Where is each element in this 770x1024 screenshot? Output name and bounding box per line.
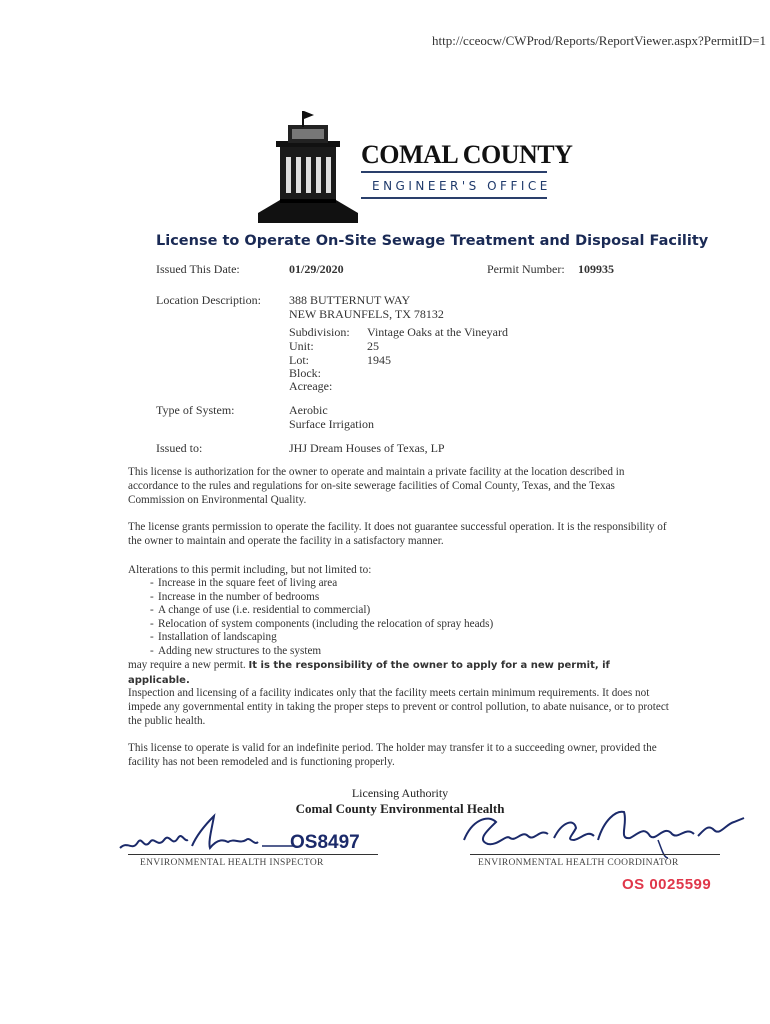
permit-number-label: Permit Number: — [487, 262, 565, 276]
unit-label: Unit: — [289, 339, 314, 353]
list-item: - Increase in the number of bedrooms — [128, 591, 673, 605]
lot: 1945 — [367, 353, 391, 367]
paragraph-inspection: Inspection and licensing of a facility indicates only that the facility meets certain minimum requirements. It does not impede any governmental entity in taking the proper steps to prevent or control pollution, to abate nuisance, or to protect the public health. — [128, 687, 669, 727]
subdivision: Vintage Oaks at the Vineyard — [367, 325, 508, 339]
subdivision-label: Subdivision: — [289, 325, 350, 339]
paragraph-permission: The license grants permission to operate the facility. It does not guarantee successful operation. It is the responsibility of the owner to maintain and operate the facility in a satisfactory manner. — [128, 521, 667, 547]
address-line2: NEW BRAUNFELS, TX 78132 — [289, 307, 444, 321]
inspector-signature — [118, 812, 298, 858]
owner-responsibility: It is the responsibility of the owner to apply for a new permit, if applicable. — [128, 660, 610, 686]
licensing-authority: Licensing Authority — [351, 786, 449, 800]
system-disposal: Surface Irrigation — [289, 417, 374, 431]
alterations-close — [128, 658, 673, 688]
list-item: - A change of use (i.e. residential to commercial) — [128, 604, 673, 618]
document-stamp: OS 0025599 — [622, 876, 712, 893]
coordinator-title: ENVIRONMENTAL HEALTH COORDINATOR — [478, 858, 679, 868]
address-line1: 388 BUTTERNUT WAY — [289, 293, 411, 307]
system-label: Type of System: — [156, 403, 235, 417]
issued-to-label: Issued to: — [156, 441, 203, 455]
paragraph-authorization: This license is authorization for the owner to operate and maintain a private facility at the location described in accordance to the rules and regulations for on-site sewerage facilities of Comal County, Texas, and the Texas Commission on Environmental Quality. — [128, 466, 625, 506]
signature-line — [470, 854, 720, 855]
authority-name: Comal County Environmental Health — [295, 801, 505, 816]
permit-number: 109935 — [578, 262, 614, 276]
list-item: - Relocation of system components (including the relocation of spray heads) — [128, 618, 673, 632]
system-type: Aerobic — [289, 403, 328, 417]
courthouse-icon — [258, 105, 358, 223]
alterations-list — [128, 577, 673, 658]
alterations-section — [128, 563, 673, 688]
unit: 25 — [367, 339, 379, 353]
signature-line — [128, 854, 378, 855]
alterations-intro: Alterations to this permit including, but not limited to: — [128, 564, 372, 576]
report-url: http://cceocw/CWProd/Reports/ReportViewer.aspx?PermitID=1 — [432, 33, 767, 48]
org-subtitle: ENGINEER'S OFFICE — [372, 179, 551, 193]
list-item: - Increase in the square feet of living area — [128, 577, 673, 591]
inspector-title: ENVIRONMENTAL HEALTH INSPECTOR — [140, 858, 324, 868]
inspector-license: OS8497 — [290, 832, 360, 853]
coordinator-signature — [458, 800, 748, 860]
issued-date-label: Issued This Date: — [156, 262, 240, 276]
alterations-close-text: may require a new permit. — [128, 659, 246, 671]
divider — [361, 197, 547, 199]
list-item: - Adding new structures to the system — [128, 645, 673, 659]
lot-label: Lot: — [289, 353, 309, 367]
issued-date: 01/29/2020 — [289, 262, 344, 276]
paragraph-validity: This license to operate is valid for an indefinite period. The holder may transfer it to a succeeding owner, provided the facility has not been remodeled and is functioning properly. — [128, 742, 657, 768]
org-name: COMAL COUNTY — [361, 140, 573, 169]
document-title: License to Operate On-Site Sewage Treatment and Disposal Facility — [156, 233, 709, 249]
acreage-label: Acreage: — [289, 379, 333, 393]
divider — [361, 171, 547, 173]
issued-to: JHJ Dream Houses of Texas, LP — [289, 441, 445, 455]
location-label: Location Description: — [156, 293, 261, 307]
block-label: Block: — [289, 366, 321, 380]
list-item: - Installation of landscaping — [128, 631, 673, 645]
